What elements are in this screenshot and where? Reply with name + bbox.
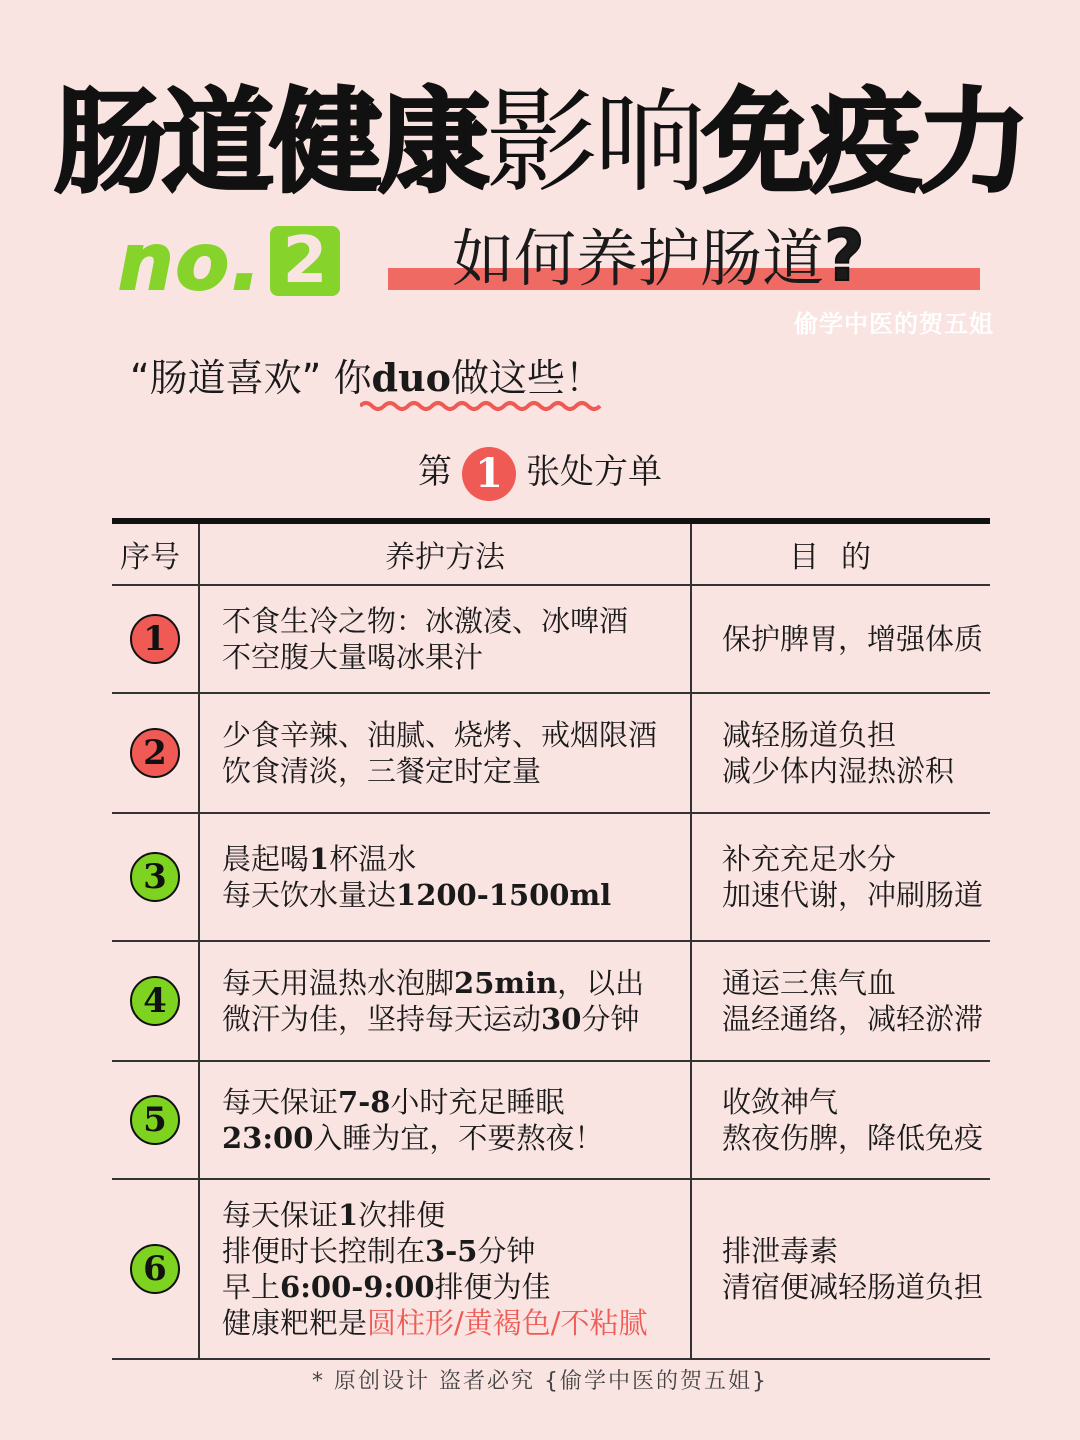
method-line: 晨起喝1杯温水 bbox=[222, 842, 417, 876]
method-cell bbox=[200, 1062, 692, 1178]
row-number-badge: 6 bbox=[130, 1244, 180, 1294]
header-index: 序号 bbox=[112, 524, 200, 584]
intro-part-1: 你 bbox=[333, 356, 372, 400]
row-number-badge: 1 bbox=[130, 614, 180, 664]
method-line: 每天保证7-8小时充足睡眠 bbox=[222, 1085, 565, 1119]
purpose-cell bbox=[692, 814, 990, 940]
wavy-underline-icon bbox=[360, 398, 610, 414]
row-index-cell bbox=[112, 1180, 200, 1358]
purpose-line: 减轻肠道负担 bbox=[722, 718, 897, 752]
header-purpose: 目的 bbox=[789, 540, 893, 575]
purpose-line: 熬夜伤脾，降低免疫 bbox=[722, 1121, 984, 1155]
subtitle-text: 如何养护肠道 bbox=[452, 222, 825, 295]
purpose-line: 排泄毒素 bbox=[722, 1234, 839, 1268]
method-line-highlight: 圆柱形/黄褐色/不粘腻 bbox=[367, 1306, 648, 1340]
table-row bbox=[112, 942, 990, 1062]
table-row bbox=[112, 814, 990, 942]
row-index-cell bbox=[112, 942, 200, 1060]
method-line: 每天饮水量达1200-1500ml bbox=[222, 878, 612, 912]
row-number-badge: 4 bbox=[130, 976, 180, 1026]
purpose-line: 通运三焦气血 bbox=[722, 966, 897, 1000]
method-line: 每天保证1次排便 bbox=[222, 1198, 446, 1232]
table-header-row bbox=[112, 524, 990, 586]
purpose-line: 减少体内湿热淤积 bbox=[722, 754, 955, 788]
method-line: 排便时长控制在3-5分钟 bbox=[222, 1234, 536, 1268]
row-index-cell bbox=[112, 694, 200, 812]
purpose-line: 保护脾胃，增强体质 bbox=[722, 622, 984, 656]
method-cell bbox=[200, 694, 692, 812]
copyright-footer: * 原创设计 盗者必究 {偷学中医的贺五姐} bbox=[312, 1369, 768, 1394]
method-line: 微汗为佳，坚持每天运动30分钟 bbox=[222, 1002, 640, 1036]
purpose-line: 加速代谢，冲刷肠道 bbox=[722, 878, 984, 912]
page-title bbox=[0, 78, 1080, 208]
purpose-line: 温经通络，减轻淤滞 bbox=[722, 1002, 984, 1036]
method-line-prefix: 健康粑粑是 bbox=[222, 1306, 368, 1340]
method-cell bbox=[200, 586, 692, 692]
title-part-1: 肠道健康 bbox=[54, 78, 486, 208]
purpose-cell bbox=[692, 586, 990, 692]
prescription-suffix: 张处方单 bbox=[526, 452, 662, 492]
subtitle bbox=[452, 215, 865, 297]
table-row bbox=[112, 1062, 990, 1180]
method-cell bbox=[200, 1180, 692, 1358]
method-cell bbox=[200, 814, 692, 940]
issue-label: no. bbox=[118, 218, 263, 308]
table-row bbox=[112, 586, 990, 694]
title-part-3: 免疫力 bbox=[702, 78, 1026, 208]
row-number-badge: 5 bbox=[130, 1095, 180, 1145]
intro-highlight bbox=[333, 356, 603, 400]
prescription-heading bbox=[0, 444, 1080, 501]
method-line: 少食辛辣、油腻、烧烤、戒烟限酒 bbox=[222, 718, 658, 752]
prescription-number-badge: 1 bbox=[462, 447, 516, 501]
watermark: 偷学中医的贺五姐 bbox=[794, 310, 994, 338]
method-cell bbox=[200, 942, 692, 1060]
prescription-prefix: 第 bbox=[418, 452, 452, 492]
table-row bbox=[112, 1180, 990, 1360]
method-line: 每天用温热水泡脚25min，以出 bbox=[222, 966, 645, 1000]
method-line: 饮食清淡，三餐定时定量 bbox=[222, 754, 542, 788]
intro-part-3: 做这些！ bbox=[451, 356, 604, 400]
row-number-badge: 3 bbox=[130, 852, 180, 902]
purpose-cell bbox=[692, 942, 990, 1060]
purpose-line: 清宿便减轻肠道负担 bbox=[722, 1270, 984, 1304]
row-index-cell bbox=[112, 586, 200, 692]
method-line: 不食生冷之物：冰激凌、冰啤酒 bbox=[222, 604, 629, 638]
purpose-cell bbox=[692, 694, 990, 812]
question-mark: ? bbox=[824, 215, 865, 297]
method-line: 23:00入睡为宜，不要熬夜！ bbox=[222, 1121, 604, 1155]
intro-quote: “肠道喜欢” bbox=[130, 356, 322, 400]
table-body bbox=[112, 586, 990, 1360]
method-line bbox=[222, 1305, 690, 1341]
title-part-2: 影响 bbox=[486, 78, 702, 208]
issue-number bbox=[118, 218, 328, 308]
care-table bbox=[112, 518, 990, 1360]
issue-number-box: 2 bbox=[270, 226, 340, 296]
purpose-cell bbox=[692, 1180, 990, 1358]
purpose-line: 补充充足水分 bbox=[722, 842, 897, 876]
header-method: 养护方法 bbox=[200, 524, 692, 584]
method-line: 早上6:00-9:00排便为佳 bbox=[222, 1270, 551, 1304]
method-line: 不空腹大量喝冰果汁 bbox=[222, 640, 484, 674]
table-row bbox=[112, 694, 990, 814]
purpose-line: 收敛神气 bbox=[722, 1085, 839, 1119]
row-index-cell bbox=[112, 814, 200, 940]
subtitle-block bbox=[388, 215, 980, 300]
purpose-cell bbox=[692, 1062, 990, 1178]
row-number-badge: 2 bbox=[130, 728, 180, 778]
intro-part-2: duo bbox=[371, 355, 452, 400]
row-index-cell bbox=[112, 1062, 200, 1178]
